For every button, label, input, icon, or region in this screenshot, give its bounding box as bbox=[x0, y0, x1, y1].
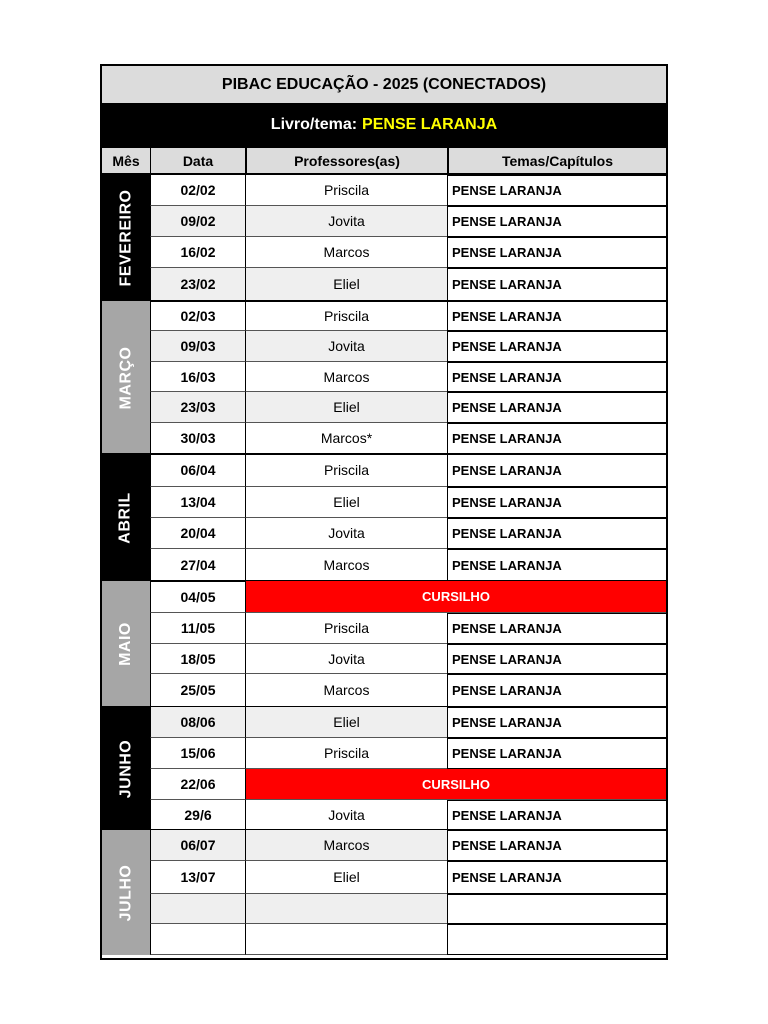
month-name: JUNHO bbox=[117, 739, 135, 798]
date-cell: 30/03 bbox=[150, 423, 245, 454]
date-cell: 20/04 bbox=[150, 518, 245, 549]
date-cell: 16/02 bbox=[150, 237, 245, 268]
teacher-cell: Jovita bbox=[245, 800, 447, 830]
month-label bbox=[102, 707, 150, 830]
date-cell: 23/02 bbox=[150, 268, 245, 301]
date-cell: 09/03 bbox=[150, 331, 245, 362]
teacher-cell: Marcos bbox=[245, 362, 447, 392]
month-name: MAIO bbox=[117, 622, 134, 666]
month-label bbox=[102, 301, 150, 454]
table-row bbox=[150, 301, 666, 331]
header-data: Data bbox=[150, 146, 245, 175]
theme-cell: PENSE LARANJA bbox=[447, 830, 666, 861]
event-cell: CURSILHO bbox=[245, 581, 666, 613]
date-cell: 06/07 bbox=[150, 830, 245, 861]
date-cell: 13/07 bbox=[150, 861, 245, 894]
theme-cell: PENSE LARANJA bbox=[447, 423, 666, 454]
date-cell: 09/02 bbox=[150, 206, 245, 237]
teacher-cell bbox=[245, 924, 447, 955]
table-row bbox=[150, 392, 666, 423]
teacher-cell: Eliel bbox=[245, 861, 447, 894]
table-row bbox=[150, 423, 666, 454]
header-mes: Mês bbox=[102, 146, 150, 175]
teacher-cell: Priscila bbox=[245, 738, 447, 769]
date-cell: 13/04 bbox=[150, 487, 245, 518]
teacher-cell: Eliel bbox=[245, 268, 447, 301]
month-label bbox=[102, 454, 150, 581]
table-row bbox=[150, 549, 666, 581]
theme-cell: PENSE LARANJA bbox=[447, 861, 666, 894]
table-row bbox=[150, 800, 666, 830]
theme-cell: PENSE LARANJA bbox=[447, 331, 666, 362]
month-name: JULHO bbox=[117, 864, 135, 921]
date-cell: 11/05 bbox=[150, 613, 245, 644]
table-row bbox=[150, 237, 666, 268]
table-row bbox=[150, 487, 666, 518]
month-label bbox=[102, 581, 150, 707]
teacher-cell: Jovita bbox=[245, 518, 447, 549]
theme-cell: PENSE LARANJA bbox=[447, 738, 666, 769]
theme-cell: PENSE LARANJA bbox=[447, 392, 666, 423]
teacher-cell: Marcos bbox=[245, 830, 447, 861]
theme-cell: PENSE LARANJA bbox=[447, 454, 666, 487]
table-row bbox=[150, 581, 666, 613]
theme-cell: PENSE LARANJA bbox=[447, 206, 666, 237]
theme-cell: PENSE LARANJA bbox=[447, 707, 666, 738]
table-row bbox=[150, 518, 666, 549]
theme-cell: PENSE LARANJA bbox=[447, 362, 666, 392]
theme-cell: PENSE LARANJA bbox=[447, 644, 666, 674]
teacher-cell: Priscila bbox=[245, 175, 447, 206]
book-theme-banner bbox=[102, 103, 666, 146]
header-temas: Temas/Capítulos bbox=[447, 146, 666, 175]
date-cell: 27/04 bbox=[150, 549, 245, 581]
table-row bbox=[150, 769, 666, 800]
month-label bbox=[102, 175, 150, 301]
page-title: PIBAC EDUCAÇÃO - 2025 (CONECTADOS) bbox=[102, 66, 666, 104]
teacher-cell: Priscila bbox=[245, 301, 447, 331]
book-theme-value: PENSE LARANJA bbox=[362, 115, 498, 133]
month-name: FEVEREIRO bbox=[117, 189, 134, 287]
table-row bbox=[150, 331, 666, 362]
teacher-cell: Marcos bbox=[245, 237, 447, 268]
theme-cell bbox=[447, 894, 666, 924]
teacher-cell: Priscila bbox=[245, 454, 447, 487]
table-row bbox=[150, 707, 666, 738]
date-cell: 16/03 bbox=[150, 362, 245, 392]
theme-cell: PENSE LARANJA bbox=[447, 800, 666, 830]
date-cell: 06/04 bbox=[150, 454, 245, 487]
month-name: ABRIL bbox=[117, 491, 135, 544]
theme-cell: PENSE LARANJA bbox=[447, 301, 666, 331]
month-label bbox=[102, 830, 150, 955]
teacher-cell: Marcos* bbox=[245, 423, 447, 454]
header-professores: Professores(as) bbox=[245, 146, 447, 175]
teacher-cell: Eliel bbox=[245, 392, 447, 423]
teacher-cell: Jovita bbox=[245, 644, 447, 674]
date-cell: 25/05 bbox=[150, 674, 245, 707]
event-cell: CURSILHO bbox=[245, 769, 666, 800]
teacher-cell: Jovita bbox=[245, 331, 447, 362]
date-cell: 29/6 bbox=[150, 800, 245, 830]
date-cell: 02/02 bbox=[150, 175, 245, 206]
book-theme-label: Livro/tema: bbox=[270, 115, 358, 133]
month-name: MARÇO bbox=[117, 346, 134, 409]
table-row bbox=[150, 175, 666, 206]
theme-cell: PENSE LARANJA bbox=[447, 175, 666, 206]
theme-cell: PENSE LARANJA bbox=[447, 549, 666, 581]
date-cell: 08/06 bbox=[150, 707, 245, 738]
table-row bbox=[150, 454, 666, 487]
teacher-cell: Marcos bbox=[245, 674, 447, 707]
table-row bbox=[150, 861, 666, 894]
date-cell: 15/06 bbox=[150, 738, 245, 769]
theme-cell: PENSE LARANJA bbox=[447, 518, 666, 549]
table-row bbox=[150, 674, 666, 707]
theme-cell: PENSE LARANJA bbox=[447, 487, 666, 518]
table-row bbox=[150, 362, 666, 392]
date-cell: 23/03 bbox=[150, 392, 245, 423]
teacher-cell: Eliel bbox=[245, 707, 447, 738]
table-row bbox=[150, 894, 666, 924]
table-row bbox=[150, 613, 666, 644]
teacher-cell: Priscila bbox=[245, 613, 447, 644]
date-cell bbox=[150, 924, 245, 955]
theme-cell: PENSE LARANJA bbox=[447, 237, 666, 268]
theme-cell bbox=[447, 924, 666, 955]
table-row bbox=[150, 268, 666, 301]
theme-cell: PENSE LARANJA bbox=[447, 674, 666, 707]
teacher-cell bbox=[245, 894, 447, 924]
table-row bbox=[150, 738, 666, 769]
date-cell: 02/03 bbox=[150, 301, 245, 331]
teacher-cell: Jovita bbox=[245, 206, 447, 237]
table-row bbox=[150, 924, 666, 955]
table-row bbox=[150, 830, 666, 861]
theme-cell: PENSE LARANJA bbox=[447, 268, 666, 301]
date-cell: 22/06 bbox=[150, 769, 245, 800]
table-row bbox=[150, 206, 666, 237]
teacher-cell: Eliel bbox=[245, 487, 447, 518]
table-row bbox=[150, 644, 666, 674]
date-cell bbox=[150, 894, 245, 924]
theme-cell: PENSE LARANJA bbox=[447, 613, 666, 644]
date-cell: 04/05 bbox=[150, 581, 245, 613]
teacher-cell: Marcos bbox=[245, 549, 447, 581]
date-cell: 18/05 bbox=[150, 644, 245, 674]
schedule-table bbox=[100, 64, 668, 960]
